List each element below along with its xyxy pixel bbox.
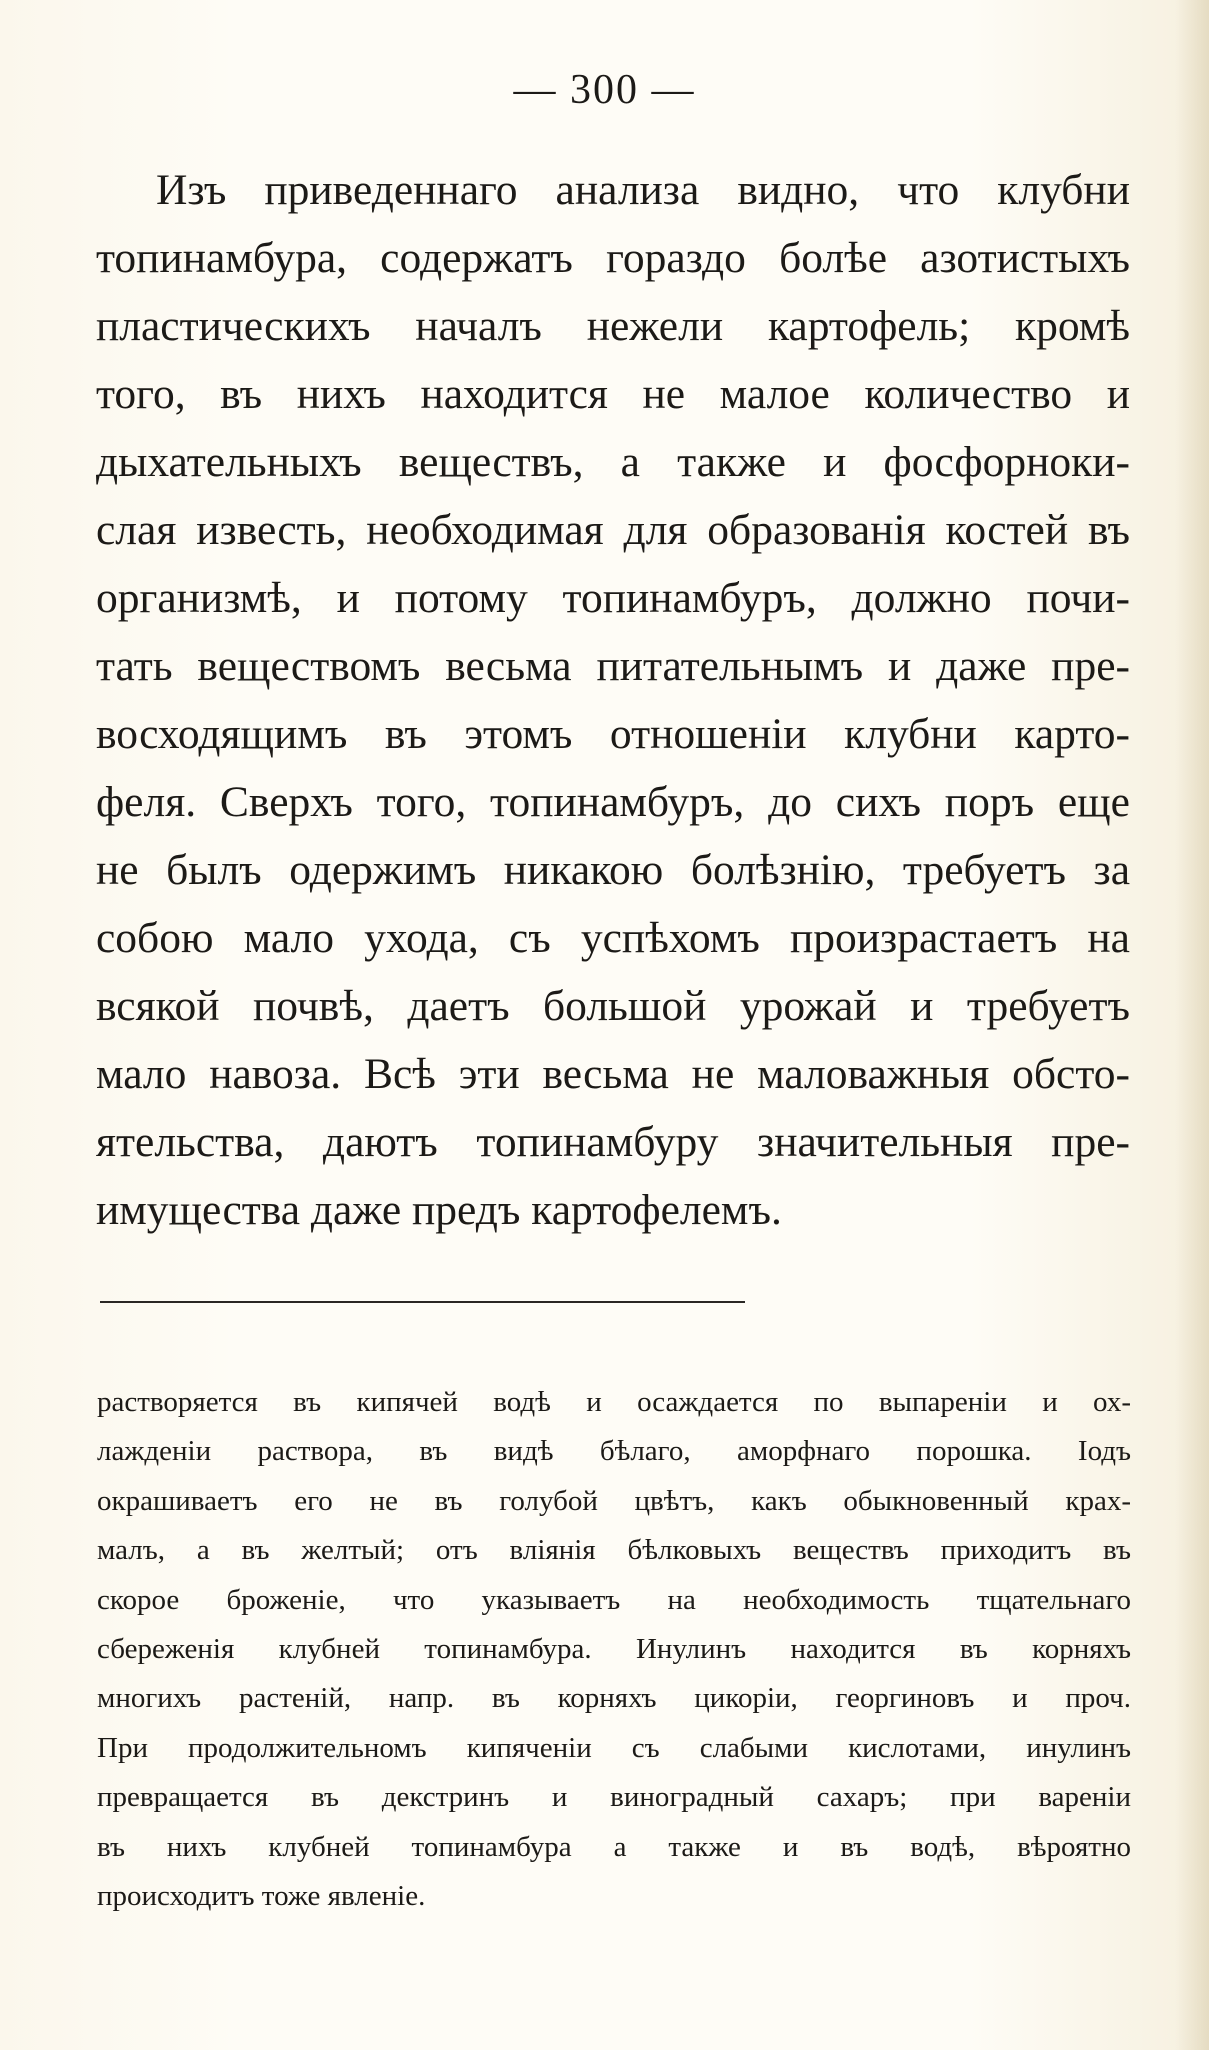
page-number: — 300 —: [513, 67, 696, 113]
main-text-line: всякой почвѣ, даетъ большой урожай и требуетъ: [96, 982, 1130, 1030]
main-text-line: Изъ приведеннаго анализа видно, что клубни: [156, 166, 1130, 214]
main-text-line: имущества даже предъ картофелемъ.: [96, 1186, 782, 1234]
footnote-line: происходитъ тоже явленіе.: [97, 1880, 426, 1913]
footnote: [97, 1378, 1131, 1921]
footnote-line: растворяется въ кипячей водѣ и осаждается по выпареніи и ох-: [97, 1386, 1131, 1418]
main-text-line: пластическихъ началъ нежели картофель; кромѣ: [96, 302, 1130, 350]
main-paragraph: [96, 156, 1130, 1244]
footnote-separator: [100, 1301, 745, 1303]
main-text-line: дыхательныхъ веществъ, а также и фосфорноки-: [96, 438, 1130, 486]
main-text-line: не былъ одержимъ никакою болѣзнію, требуетъ за: [96, 846, 1130, 894]
main-text-line: мало навоза. Всѣ эти весьма не маловажныя обсто-: [96, 1050, 1130, 1098]
main-text-line: топинамбура, содержатъ гораздо болѣе азотистыхъ: [96, 234, 1130, 282]
page-edge-shadow: [1175, 0, 1209, 2050]
main-text-line: собою мало ухода, съ успѣхомъ произрастаетъ на: [96, 914, 1130, 962]
footnote-line: многихъ растеній, напр. въ корняхъ цикоріи, георгиновъ и проч.: [97, 1682, 1131, 1715]
main-text-line: феля. Сверхъ того, топинамбуръ, до сихъ поръ еще: [96, 778, 1130, 826]
main-text-line: того, въ нихъ находится не малое количество и: [96, 370, 1130, 418]
footnote-line: превращается въ декстринъ и виноградный сахаръ; при вареніи: [97, 1781, 1131, 1814]
main-text-line: тать веществомъ весьма питательнымъ и даже пре-: [96, 642, 1130, 690]
footnote-line: лажденіи раствора, въ видѣ бѣлаго, аморфнаго порошка. Іодъ: [97, 1435, 1131, 1468]
footnote-line: малъ, а въ желтый; отъ вліянія бѣлковыхъ веществъ приходитъ въ: [97, 1534, 1131, 1567]
main-text-line: организмѣ, и потому топинамбуръ, должно почи-: [96, 574, 1130, 622]
footnote-line: При продолжительномъ кипяченіи съ слабыми кислотами, инулинъ: [97, 1731, 1131, 1764]
footnote-line: скорое броженіе, что указываетъ на необходимость тщательнаго: [97, 1583, 1131, 1616]
main-text-line: слая известь, необходимая для образованія костей въ: [96, 506, 1130, 554]
footnote-line: въ нихъ клубней топинамбура а также и въ водѣ, вѣроятно: [97, 1830, 1131, 1863]
main-text-line: восходящимъ въ этомъ отношеніи клубни карто-: [96, 710, 1130, 758]
main-text-line: ятельства, даютъ топинамбуру значительныя пре-: [96, 1118, 1130, 1166]
footnote-line: окрашиваетъ его не въ голубой цвѣтъ, какъ обыкновенный крах-: [97, 1484, 1131, 1517]
footnote-line: сбереженія клубней топинамбура. Инулинъ находится въ корняхъ: [97, 1633, 1131, 1666]
